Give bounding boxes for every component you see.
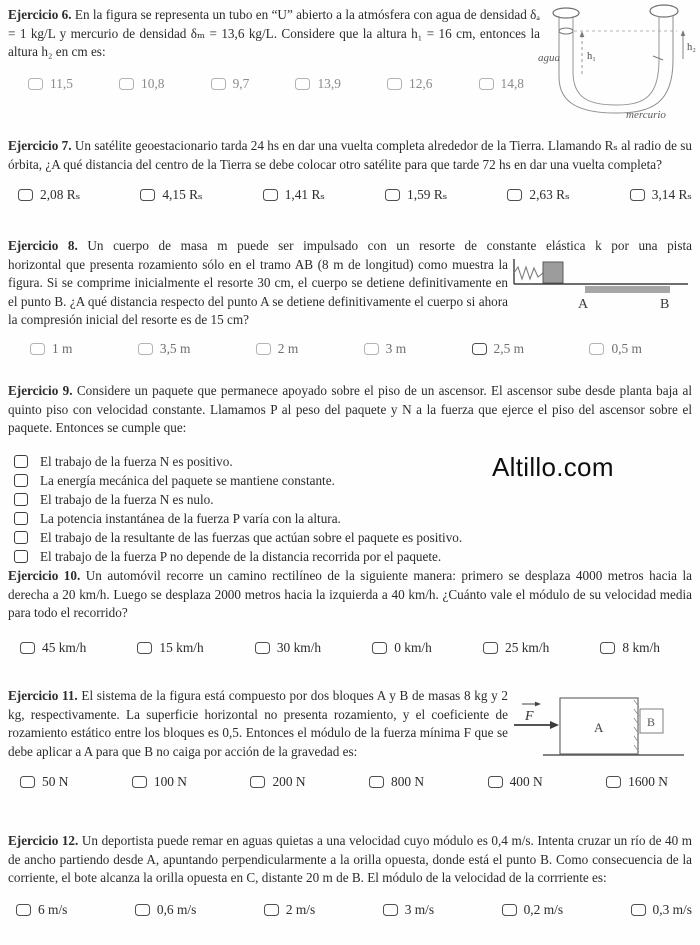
option-label: 200 N bbox=[272, 774, 306, 789]
statement-label: El trabajo de la resultante de las fuerzas que actúan sobre el paquete es positivo. bbox=[40, 529, 463, 545]
exercise-7 bbox=[8, 137, 692, 203]
option-label: 15 km/h bbox=[159, 639, 204, 655]
answer-option[interactable] bbox=[385, 187, 447, 203]
option-label: 1,41 Rₛ bbox=[284, 187, 325, 202]
exercise-9-body: Considere un paquete que permanece apoyado sobre el piso de un ascensor. El ascensor sube desde planta baja al quinto piso con velocidad constante. Llamamos P al peso del paquete y N a la fuerza que ejerce el piso del ascensor sobre el paquete. Entonces se cumple que: bbox=[8, 383, 692, 435]
option-label: 14,8 bbox=[500, 75, 524, 91]
exercise-8-number: Ejercicio 8. bbox=[8, 238, 78, 253]
exercise-8-text bbox=[8, 256, 508, 330]
spring-track-figure bbox=[510, 256, 692, 315]
checkbox[interactable] bbox=[140, 189, 155, 201]
checkbox[interactable] bbox=[132, 776, 147, 788]
answer-option[interactable] bbox=[255, 640, 321, 656]
altillo-watermark: Altillo.com bbox=[492, 452, 614, 482]
checkbox[interactable] bbox=[372, 642, 387, 654]
h2-label: h₂ bbox=[687, 42, 696, 53]
answer-option[interactable] bbox=[472, 341, 525, 357]
answer-option[interactable] bbox=[256, 341, 298, 357]
checkbox[interactable] bbox=[364, 343, 379, 355]
answer-option[interactable] bbox=[30, 341, 72, 357]
block-B-label: B bbox=[647, 715, 656, 729]
checkbox[interactable] bbox=[502, 904, 517, 916]
block-A-label: A bbox=[594, 720, 604, 735]
exercise-7-options bbox=[18, 187, 692, 203]
option-label: 0,5 m bbox=[611, 340, 642, 356]
option-label: 2 m bbox=[277, 340, 299, 356]
option-label: 1600 N bbox=[628, 774, 668, 789]
checkbox[interactable] bbox=[14, 531, 28, 544]
answer-option[interactable] bbox=[372, 640, 432, 656]
checkbox[interactable] bbox=[119, 78, 134, 90]
exercise-10 bbox=[8, 567, 692, 656]
checkbox[interactable] bbox=[488, 776, 503, 788]
checkbox[interactable] bbox=[14, 455, 28, 468]
option-label: 2,08 Rₛ bbox=[40, 187, 81, 202]
answer-option[interactable] bbox=[589, 341, 642, 357]
answer-option[interactable] bbox=[479, 76, 524, 92]
statement-option[interactable] bbox=[14, 493, 692, 508]
checkbox[interactable] bbox=[483, 642, 498, 654]
checkbox[interactable] bbox=[631, 904, 646, 916]
answer-option[interactable] bbox=[135, 902, 196, 918]
checkbox[interactable] bbox=[138, 343, 153, 355]
exercise-6-body: En la figura se representa un tubo en “U” abierto a la atmósfera con agua de densidad δₐ = 1 kg/L y mercurio de densidad δₘ = 13,6 kg/L. Considere que la altura h₁ = 16 cm, entonces la altura h₂ en cm es: bbox=[8, 7, 540, 59]
checkbox[interactable] bbox=[16, 904, 31, 916]
exercise-12-body: Un deportista puede remar en aguas quietas a una velocidad cuyo módulo es 0,4 m/s. Intenta cruzar un río de 40 m de ancho partiendo desde A, apuntando perpendicularmente a la orilla opuesta, donde está el punto B. Como consecuencia de la corriente, el bote alcanza la orilla opuesta en C, distante 20 m de B. El módulo de la velocidad de la corrriente es: bbox=[8, 833, 692, 885]
option-label: 50 N bbox=[42, 774, 69, 789]
checkbox[interactable] bbox=[630, 189, 645, 201]
option-label: 10,8 bbox=[141, 75, 165, 91]
checkbox[interactable] bbox=[20, 776, 35, 788]
checkbox[interactable] bbox=[14, 550, 28, 563]
checkbox[interactable] bbox=[14, 493, 28, 506]
checkbox[interactable] bbox=[135, 904, 150, 916]
answer-option[interactable] bbox=[20, 640, 86, 656]
exercise-10-text bbox=[8, 567, 692, 623]
option-label: 13,9 bbox=[317, 75, 341, 91]
answer-option[interactable] bbox=[507, 187, 569, 203]
checkbox[interactable] bbox=[211, 78, 226, 90]
blocks-figure bbox=[508, 680, 693, 777]
option-label: 2,5 m bbox=[493, 340, 525, 356]
checkbox[interactable] bbox=[28, 78, 43, 90]
exercise-8-options bbox=[30, 341, 642, 357]
force-F-label: F bbox=[525, 709, 534, 724]
statement-label: El trabajo de la fuerza P no depende de la distancia recorrida por el paquete. bbox=[40, 548, 442, 564]
option-label: 3 m/s bbox=[404, 901, 435, 917]
checkbox[interactable] bbox=[387, 78, 402, 90]
answer-option[interactable] bbox=[250, 774, 305, 790]
point-A-label: A bbox=[578, 297, 589, 310]
answer-option[interactable] bbox=[631, 902, 692, 918]
checkbox[interactable] bbox=[18, 189, 33, 201]
option-label: 8 km/h bbox=[622, 639, 660, 655]
checkbox[interactable] bbox=[385, 189, 400, 201]
option-label: 11,5 bbox=[50, 75, 73, 91]
exercise-6-options bbox=[28, 76, 524, 92]
option-label: 25 km/h bbox=[505, 639, 550, 655]
checkbox[interactable] bbox=[295, 78, 310, 90]
option-label: 1 m bbox=[52, 340, 73, 356]
exercise-7-number: Ejercicio 7. bbox=[8, 138, 72, 153]
option-label: 3,14 Rₛ bbox=[651, 187, 692, 202]
answer-option[interactable] bbox=[138, 341, 191, 357]
checkbox[interactable] bbox=[30, 343, 45, 355]
checkbox[interactable] bbox=[507, 189, 522, 201]
h1-label: h₁ bbox=[587, 51, 596, 62]
answer-option[interactable] bbox=[263, 187, 325, 203]
exercise-6-text bbox=[8, 6, 540, 62]
checkbox[interactable] bbox=[600, 642, 615, 654]
exercise-8-body2: horizontal que presenta rozamiento sólo en el tramo AB (8 m de longitud) como muestra la figura. Si se comprime inicialmente el resorte 30 cm, el cuerpo se detiene definitivamente en el punto B. ¿A qué distancia respecto del punto A se detiene definitivamente el cuerpo si ahora la compresión inicial del resorte es de 15 cm? bbox=[8, 256, 508, 327]
answer-option[interactable] bbox=[137, 640, 203, 656]
exercise-12-options bbox=[16, 902, 692, 918]
statement-label: La potencia instantánea de la fuerza P varía con la altura. bbox=[40, 510, 341, 526]
answer-option[interactable] bbox=[502, 902, 563, 918]
exercise-7-text bbox=[8, 137, 692, 174]
statement-option[interactable] bbox=[14, 512, 692, 527]
answer-option[interactable] bbox=[369, 774, 424, 790]
option-label: 0 km/h bbox=[394, 639, 432, 655]
exercise-9-number: Ejercicio 9. bbox=[8, 383, 73, 398]
option-label: 800 N bbox=[391, 774, 425, 789]
checkbox[interactable] bbox=[472, 343, 487, 355]
answer-option[interactable] bbox=[132, 774, 187, 790]
option-label: 2 m/s bbox=[285, 901, 316, 917]
answer-option[interactable] bbox=[383, 902, 434, 918]
exercise-8-text-line1 bbox=[8, 237, 692, 256]
option-label: 45 km/h bbox=[42, 639, 87, 655]
checkbox[interactable] bbox=[20, 642, 35, 654]
u-tube-figure bbox=[536, 2, 698, 125]
point-B-label: B bbox=[660, 297, 670, 310]
option-label: 6 m/s bbox=[38, 901, 68, 917]
option-label: 9,7 bbox=[232, 75, 250, 91]
statement-option[interactable] bbox=[14, 550, 692, 565]
option-label: 100 N bbox=[153, 774, 187, 789]
answer-option[interactable] bbox=[387, 76, 432, 92]
checkbox[interactable] bbox=[137, 642, 152, 654]
option-label: 30 km/h bbox=[276, 639, 322, 655]
checkbox[interactable] bbox=[264, 904, 279, 916]
answer-option[interactable] bbox=[16, 902, 67, 918]
option-label: 3 m bbox=[385, 340, 407, 356]
exercise-11-body: El sistema de la figura está compuesto por dos bloques A y B de masas 8 kg y 2 kg, respectivamente. La superficie horizontal no presenta rozamiento, y el coeficiente de rozamiento estático entre los bloques es 0,5. Entonces el módulo de la fuerza mínima F que se debe aplicar a A para que B no caiga por acción de la gravedad es: bbox=[8, 688, 509, 759]
exercise-8-body1: Un cuerpo de masa m puede ser impulsado con un resorte de constante elástica k por una pista bbox=[87, 238, 692, 253]
checkbox[interactable] bbox=[14, 474, 28, 487]
answer-option[interactable] bbox=[119, 76, 164, 92]
statement-label: El trabajo de la fuerza N es positivo. bbox=[40, 453, 233, 469]
option-label: 0,6 m/s bbox=[156, 901, 197, 917]
exercise-6-number: Ejercicio 6. bbox=[8, 7, 72, 22]
option-label: 2,63 Rₛ bbox=[529, 187, 570, 202]
checkbox[interactable] bbox=[606, 776, 621, 788]
exercise-9-text bbox=[8, 382, 692, 438]
answer-option[interactable] bbox=[264, 902, 315, 918]
answer-option[interactable] bbox=[28, 76, 73, 92]
checkbox[interactable] bbox=[14, 512, 28, 525]
answer-option[interactable] bbox=[18, 187, 80, 203]
checkbox[interactable] bbox=[383, 904, 398, 916]
option-label: 12,6 bbox=[409, 75, 433, 91]
mercurio-label: mercurio bbox=[626, 109, 666, 120]
statement-label: La energía mecánica del paquete se mantiene constante. bbox=[40, 472, 335, 488]
exercise-11-number: Ejercicio 11. bbox=[8, 688, 78, 703]
exercise-7-body: Un satélite geoestacionario tarda 24 hs en dar una vuelta completa alrededor de la Tierra. Llamando Rₛ al radio de su órbita, ¿A qué distancia del centro de la Tierra se debe colocar otro satélite para que tarde 72 hs en dar una vuelta completa? bbox=[8, 138, 692, 172]
checkbox[interactable] bbox=[263, 189, 278, 201]
exercise-10-body: Un automóvil recorre un camino rectilíneo de la siguiente manera: primero se desplaza 4000 metros hacia la derecha a 20 km/h. Luego se desplaza 2000 metros hacia la izquierda a 40 km/h. ¿Cuánto vale el módulo de su velocidad media para todo el recorrido? bbox=[8, 568, 692, 620]
checkbox[interactable] bbox=[589, 343, 604, 355]
answer-option[interactable] bbox=[600, 640, 660, 656]
answer-option[interactable] bbox=[630, 187, 692, 203]
checkbox[interactable] bbox=[369, 776, 384, 788]
statement-option[interactable] bbox=[14, 531, 692, 546]
exercise-11-text bbox=[8, 687, 508, 761]
option-label: 4,15 Rₛ bbox=[162, 187, 203, 202]
answer-option[interactable] bbox=[140, 187, 202, 203]
answer-option[interactable] bbox=[20, 774, 68, 790]
exercise-10-options bbox=[20, 640, 660, 656]
option-label: 0,3 m/s bbox=[652, 901, 692, 917]
checkbox[interactable] bbox=[479, 78, 494, 90]
exercise-12-text bbox=[8, 832, 692, 888]
exercise-10-number: Ejercicio 10. bbox=[8, 568, 81, 583]
statement-label: El trabajo de la fuerza N es nulo. bbox=[40, 491, 214, 507]
option-label: 400 N bbox=[509, 774, 543, 789]
exercise-12 bbox=[8, 832, 692, 918]
option-label: 3,5 m bbox=[159, 340, 191, 356]
answer-option[interactable] bbox=[364, 341, 406, 357]
option-label: 1,59 Rₛ bbox=[407, 187, 448, 202]
agua-label: agua bbox=[538, 52, 560, 64]
checkbox[interactable] bbox=[256, 343, 271, 355]
checkbox[interactable] bbox=[250, 776, 265, 788]
checkbox[interactable] bbox=[255, 642, 270, 654]
answer-option[interactable] bbox=[295, 76, 340, 92]
answer-option[interactable] bbox=[483, 640, 549, 656]
exercise-12-number: Ejercicio 12. bbox=[8, 833, 79, 848]
answer-option[interactable] bbox=[211, 76, 250, 92]
option-label: 0,2 m/s bbox=[523, 901, 564, 917]
